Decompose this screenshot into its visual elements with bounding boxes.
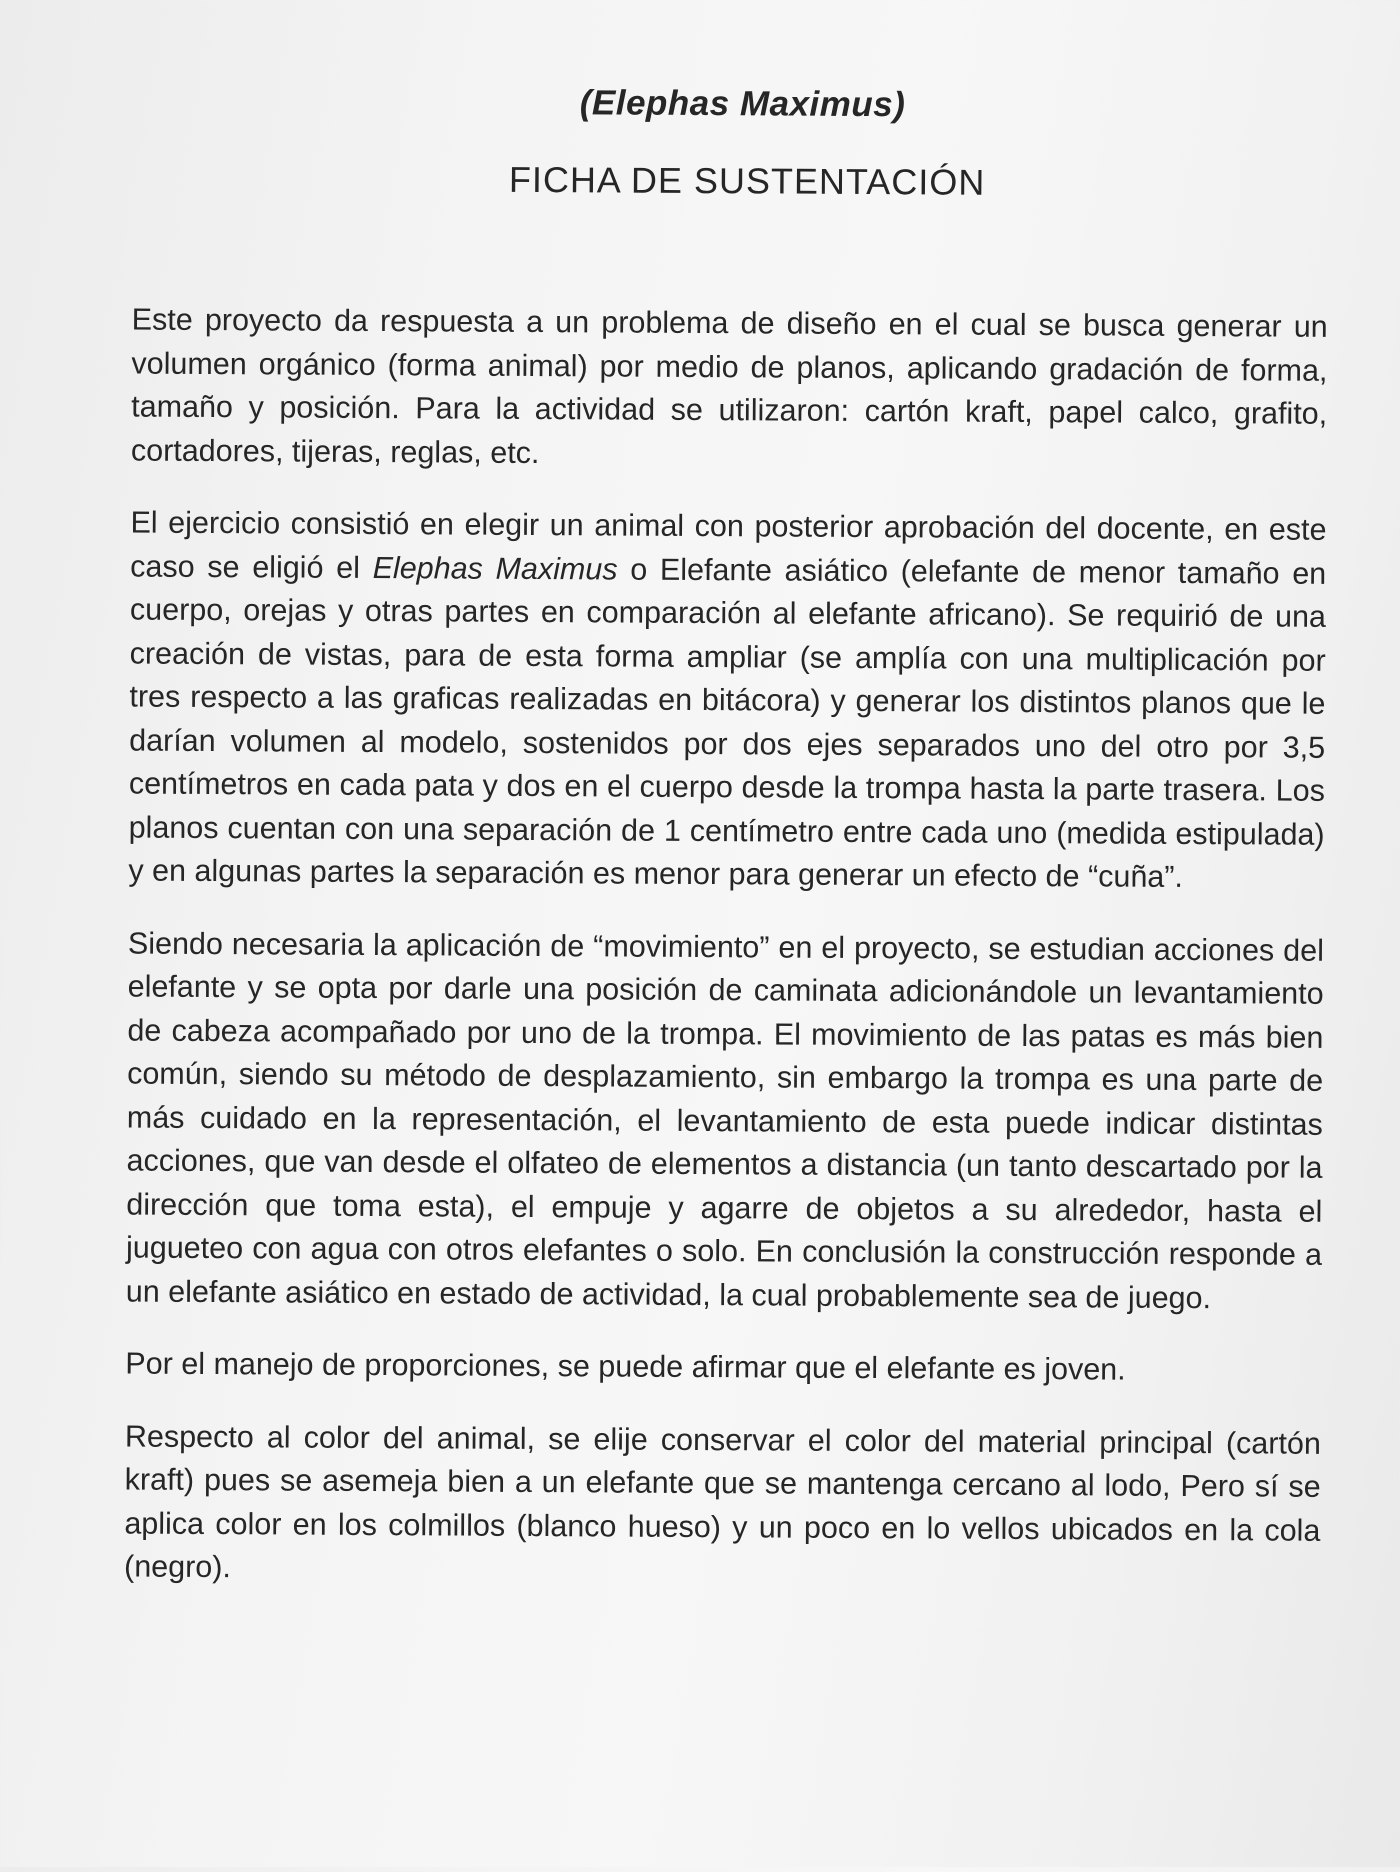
paragraph-2-intro: El ejercicio consistió en elegir un animal con posterior aprobación del docente, en este caso se eligió el	[130, 505, 1327, 585]
document-subtitle: FICHA DE SUSTENTACIÓN	[508, 158, 986, 203]
paragraph-2	[128, 502, 1326, 901]
paragraph-4: Por el manejo de proporciones, se puede afirmar que el elefante es joven.	[125, 1346, 1126, 1387]
paragraph-1: Este proyecto da respuesta a un problema de diseño en el cual se busca generar un volumen orgánico (forma animal) por medio de planos, aplicando gradación de forma, tamaño y posición. Para la actividad se utilizaron: cartón kraft, papel calco, grafito, cortadores, tijeras, reglas, etc.	[130, 302, 1328, 470]
document-body	[124, 299, 1328, 1626]
paragraph-3: Siendo necesaria la aplicación de “movimiento” en el proyecto, se estudian acciones del elefante y se opta por darle una posición de caminata adicionándole un levantamiento de cabeza acompañado por uno de la trompa. El movimiento de las patas es más bien común, siendo su método de desplazamiento, sin embargo la trompa es una parte de más cuidado en la representación, el levantamiento de esta puede indicar distintas acciones, que van desde el olfateo de elementos a distancia (un tanto descartado por la dirección que toma esta), el empuje y agarre de objetos a su alrededor, hasta el jugueteo con agua con otros elefantes o solo. En conclusión la construcción responde a un elefante asiático en estado de actividad, la cual probablemente sea de juego.	[125, 926, 1325, 1315]
paragraph-5: Respecto al color del animal, se elije conservar el color del material principal (cartón kraft) pues se asemeja bien a un elefante que se mantenga cercano al lodo, Pero sí se aplica color en los colmillos (blanco hueso) y un poco en lo vellos ubicados en la cola (negro).	[124, 1418, 1322, 1585]
species-name-italic: Elephas Maximus	[372, 550, 618, 586]
document-title: (Elephas Maximus)	[579, 83, 906, 125]
paragraph-2-rest: o Elefante asiático (elefante de menor tamaño en cuerpo, orejas y otras partes en comparación al elefante africano). Se requirió de una creación de vistas, para de esta forma ampliar (se amplía con una multiplicación por tres respecto a las graficas realizadas en bitácora) y generar los distintos planos que le darían volumen al modelo, sostenidos por dos ejes separados uno del otro por 3,5 centímetros en cada pata y dos en el cuerpo desde la trompa hasta la parte trasera. Los planos cuentan con una separación de 1 centímetro entre cada uno (medida estipulada) y en algunas partes la separación es menor para generar un efecto de “cuña”.	[128, 551, 1327, 894]
